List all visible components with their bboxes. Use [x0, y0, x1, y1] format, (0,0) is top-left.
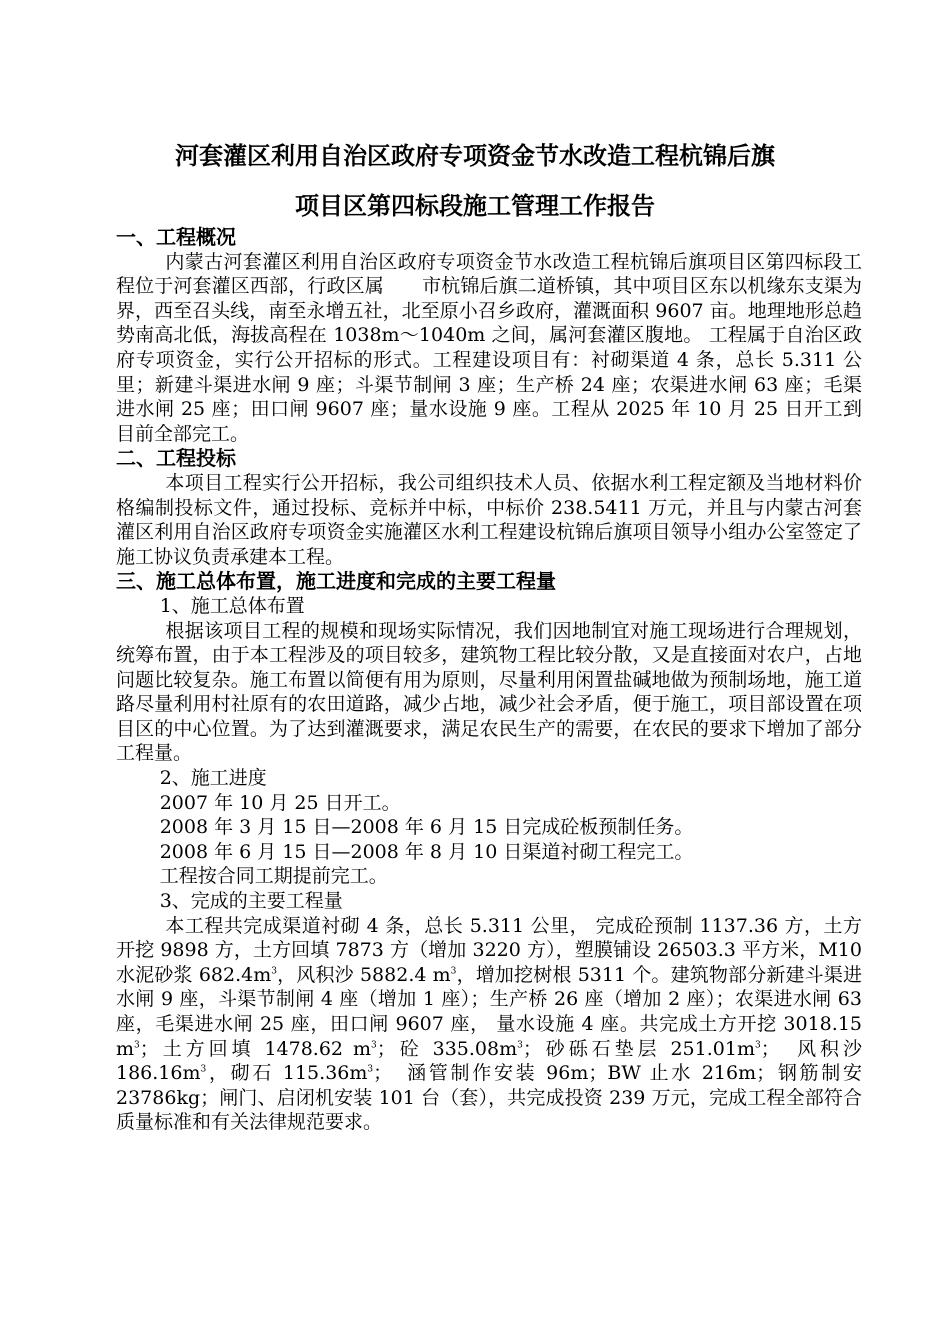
section-heading-construction: 三、施工总体布置，施工进度和完成的主要工程量 — [116, 569, 556, 594]
superscript-3: 3 — [450, 966, 457, 977]
superscript-3: 3 — [517, 1040, 523, 1051]
superscript-3: 3 — [367, 1064, 374, 1075]
progress-line: 工程按合同工期提前完工。 — [159, 865, 388, 888]
superscript-3: 3 — [200, 1064, 207, 1075]
quantities-text: ；土方回填 1478.62 m — [139, 1037, 372, 1060]
progress-line: 2007 年 10 月 25 日开工。 — [159, 791, 401, 814]
document-title-line2: 项目区第四标段施工管理工作报告 — [295, 191, 655, 220]
document-title-line1: 河套灌区利用自治区政府专项资金节水改造工程杭锦后旗 — [175, 141, 775, 170]
document-body — [116, 225, 862, 1135]
superscript-3: 3 — [271, 966, 277, 977]
section-heading-overview: 一、工程概况 — [116, 225, 236, 249]
superscript-3: 3 — [134, 1040, 140, 1051]
quantities-text: ，砌石 115.36m — [206, 1062, 368, 1085]
superscript-3: 3 — [371, 1040, 377, 1051]
quantities-text: ；砂砾石垫层 251.01m — [522, 1037, 755, 1060]
superscript-3: 3 — [754, 1040, 761, 1051]
paragraph-layout: 根据该项目工程的规模和现场实际情况，我们因地制宜对施工现场进行合理规划，统筹布置，由于本工程涉及的项目较多，建筑物工程比较分散，又是直接面对农户，占地问题比较复杂。施工布置以简便有用为原则，尽量利用闲置盐碱地做为预制场地，施工道路尽量利用村社原有的农田道路，减少占地，减少社会矛盾，便于施工，项目部设置在项目区的中心位置。为了达到灌溉要求，满足农民生产的需要，在农民的要求下增加了部分工程量。 — [116, 619, 862, 765]
subheading-layout: 1、施工总体布置 — [159, 594, 305, 617]
subheading-progress: 2、施工进度 — [159, 767, 267, 790]
quantities-text: ，增加挖树根 5311 个。建筑物部分新建斗渠进水闸 9 座，斗渠节制闸 4 座（增加 1 座）；生产桥 26 座（增加 2 座）；农渠进水闸 63 座，毛渠进水闸 25 座，田口闸 9607 座， 量水设施 4 座。共完成土方开挖 3018.15 m — [116, 963, 863, 1060]
quantities-text: ； 风积沙 186.16m — [116, 1037, 862, 1085]
quantities-text: ；砼 335.08m — [376, 1037, 518, 1060]
paragraph-bidding: 本项目工程实行公开招标，我公司组织技术人员、依据水利工程定额及当地材料价格编制投标文件，通过投标、竞标并中标，中标价 238.5411 万元，并且与内蒙古河套灌区利用自治区政府专项资金实施灌区水利工程建设杭锦后旗项目领导小组办公室签定了施工协议负责承建本工程。 — [116, 471, 862, 568]
section-heading-bidding: 二、工程投标 — [116, 446, 236, 471]
progress-line: 2008 年 3 月 15 日—2008 年 6 月 15 日完成砼板预制任务。 — [159, 816, 694, 839]
subheading-quantities: 3、完成的主要工程量 — [159, 890, 343, 913]
progress-line: 2008 年 6 月 15 日—2008 年 8 月 10 日渠道衬砌工程完工。 — [159, 840, 694, 863]
paragraph-quantities — [116, 914, 862, 1135]
quantities-text: ，风积沙 5882.4 m — [276, 963, 451, 986]
quantities-text: ； 涵管制作安装 96m；BW 止水 216m；钢筋制安 23786kg；闸门、启闭机安装 101 台（套），共完成投资 239 万元，完成工程全部符合质量标准和有关法律规范要求。 — [116, 1062, 862, 1134]
paragraph-overview: 内蒙古河套灌区利用自治区政府专项资金节水改造工程杭锦后旗项目区第四标段工程位于河套灌区西部，行政区属 市杭锦后旗二道桥镇，其中项目区东以机缘东支渠为界，西至召头线，南至永增五社，北至原小召乡政府，灌溉面积 9607 亩。地理地形总趋势南高北低，海拔高程在 1038m～1040m 之间，属河套灌区腹地。 工程属于自治区政府专项资金，实行公开招标的形式。工程建设项目有：衬砌渠道 4 条，总长 5.311 公里；新建斗渠进水闸 9 座；斗渠节制闸 3 座；生产桥 24 座；农渠进水闸 63 座；毛渠进水闸 25 座；田口闸 9607 座；量水设施 9 座。工程从 2025 年 10 月 25 日开工到目前全部完工。 — [116, 250, 862, 445]
quantities-text: 本工程共完成渠道衬砌 4 条，总长 5.311 公里， 完成砼预制 1137.36 方，土方开挖 9898 方，土方回填 7873 方（增加 3220 方），塑膜铺设 26503.3 平方米，M10 水泥砂浆 682.4m — [116, 914, 862, 986]
